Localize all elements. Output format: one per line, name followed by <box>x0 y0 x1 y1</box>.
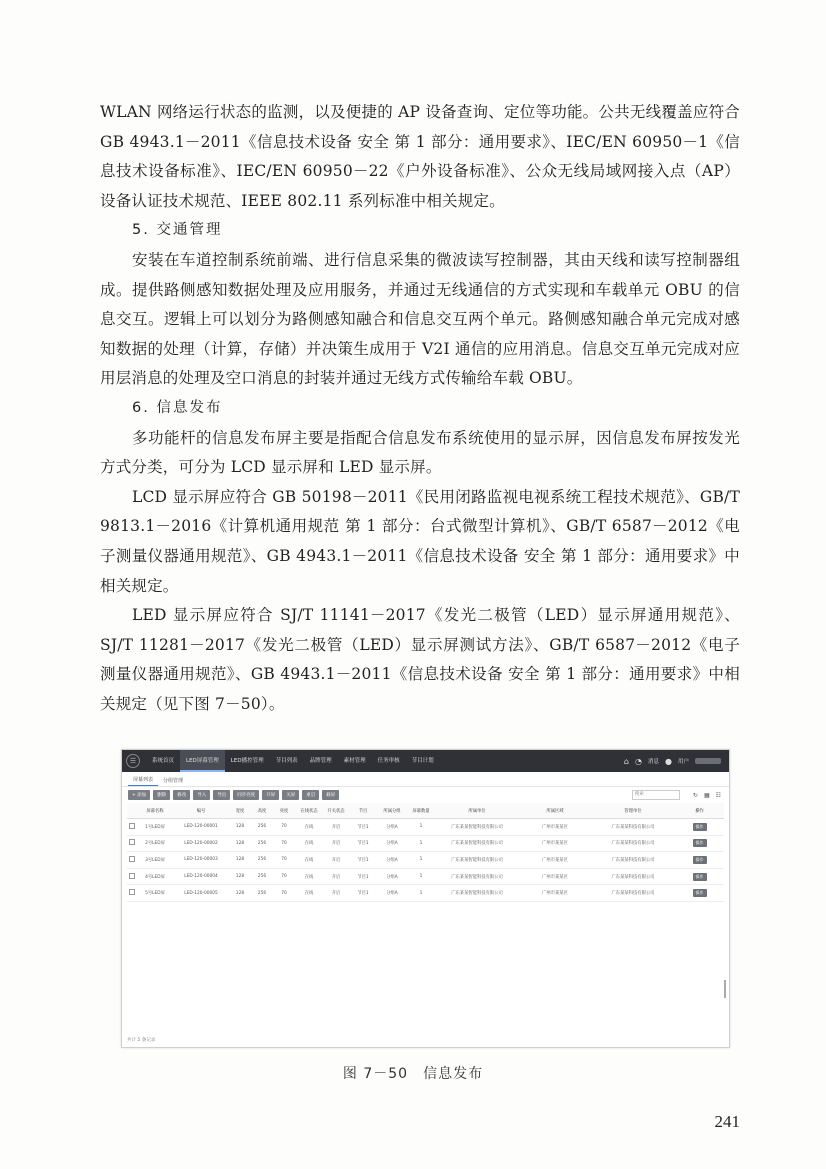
row-checkbox-cell[interactable] <box>127 852 137 869</box>
table-cell: 节目1 <box>349 868 377 885</box>
home-icon[interactable]: ⌂ <box>623 756 629 766</box>
table-cell: 节目1 <box>349 835 377 852</box>
table-cell: 1 <box>407 835 435 852</box>
columns-icon[interactable]: ☷ <box>715 791 721 799</box>
section-heading: 6. 信息发布 <box>132 399 223 416</box>
table-cell: 256 <box>251 868 273 885</box>
toolbar-button[interactable]: 导入 <box>193 790 210 800</box>
record-count: 共计 5 条记录 <box>127 1038 156 1043</box>
table-cell: 1 <box>407 885 435 902</box>
table-cell: 2号LED屏 <box>137 835 173 852</box>
column-header[interactable]: 节目 <box>349 803 377 819</box>
table-cell: 广州市某某区 <box>519 868 591 885</box>
table-body <box>127 819 724 902</box>
row-checkbox-cell[interactable] <box>127 835 137 852</box>
toolbar-button[interactable]: 截屏 <box>322 790 339 800</box>
section-heading: 5. 交通管理 <box>132 222 223 239</box>
column-header[interactable]: 在线状态 <box>295 803 323 819</box>
table-cell: 256 <box>251 835 273 852</box>
table-cell: 128 <box>229 885 251 902</box>
table-cell: 在线 <box>295 885 323 902</box>
user-icon[interactable]: ● <box>665 756 672 766</box>
toolbar-button[interactable]: 导出 <box>213 790 230 800</box>
table-cell: 70 <box>273 835 295 852</box>
body-text <box>100 98 740 719</box>
table-cell <box>675 819 724 836</box>
table-cell <box>675 852 724 869</box>
row-checkbox[interactable] <box>129 856 135 862</box>
table-cell: 广东某某智能科技有限公司 <box>435 852 519 869</box>
screen-table <box>127 803 724 902</box>
table-cell: 开启 <box>323 852 349 869</box>
row-checkbox-cell[interactable] <box>127 819 137 836</box>
column-header[interactable]: 开关状态 <box>323 803 349 819</box>
grid-icon[interactable]: ▦ <box>703 791 710 799</box>
tab[interactable]: 分组管理 <box>163 778 184 784</box>
table-cell: 广州市某某区 <box>519 835 591 852</box>
table-cell: 1 <box>407 819 435 836</box>
table-cell: 分组A <box>377 868 407 885</box>
paragraph: 安装在车道控制系统前端、进行信息采集的微波读写控制器，其由天线和读写控制器组成。提供路侧感知数据处理及应用服务，并通过无线通信的方式实现和车载单元 OBU 的信息交互。逻辑上可以划分为路侧感知融合和信息交互两个单元。路侧感知融合单元完成对感知数据的处理（计算，存储）并决策生成用于 V2I 通信的应用消息。信息交互单元完成对应用层消息的处理及空口消息的封装并通过无线方式传输给车载 OBU。 <box>100 250 740 388</box>
row-action-button[interactable]: 操作 <box>693 873 707 881</box>
table-cell: 节目1 <box>349 885 377 902</box>
nav-item[interactable]: LED播控管理 <box>230 758 264 764</box>
table-cell: 广东某某科技有限公司 <box>591 885 675 902</box>
message-label[interactable]: 消息 <box>647 759 659 765</box>
column-header[interactable]: 屏幕名称 <box>137 803 173 819</box>
row-action-button[interactable]: 操作 <box>693 823 707 831</box>
table-cell: 广东某某智能科技有限公司 <box>435 835 519 852</box>
column-header[interactable]: 所属单位 <box>435 803 519 819</box>
bell-icon[interactable]: ◔ <box>635 756 642 766</box>
tab[interactable]: 屏幕列表 <box>128 776 158 786</box>
blurred-username <box>695 758 721 764</box>
table-cell: 70 <box>273 819 295 836</box>
row-action-button[interactable]: 操作 <box>693 889 707 897</box>
table-cell: 分组A <box>377 852 407 869</box>
toolbar-icons <box>683 792 729 799</box>
app-top-bar <box>122 750 729 772</box>
table-row[interactable] <box>127 835 724 852</box>
table-cell <box>675 835 724 852</box>
table-cell: 广东某某科技有限公司 <box>591 819 675 836</box>
row-checkbox[interactable] <box>129 889 135 895</box>
row-checkbox[interactable] <box>129 839 135 845</box>
menu-icon[interactable]: ☰ <box>126 754 140 768</box>
nav-item[interactable]: 素材管理 <box>343 758 366 764</box>
table-cell: LED-120-00001 <box>173 819 229 836</box>
column-header[interactable]: 亮度 <box>273 803 295 819</box>
table-row[interactable] <box>127 852 724 869</box>
table-cell: 广州市某某区 <box>519 819 591 836</box>
table-cell: 开启 <box>323 835 349 852</box>
table-cell: 70 <box>273 885 295 902</box>
page-number: 241 <box>714 1112 740 1131</box>
table-cell: LED-120-00004 <box>173 868 229 885</box>
nav-item[interactable]: 品牌管理 <box>309 758 332 764</box>
toolbar-button[interactable]: 同步亮度 <box>233 790 259 800</box>
table-cell: 4号LED屏 <box>137 868 173 885</box>
row-action-button[interactable]: 操作 <box>693 856 707 864</box>
nav-item[interactable]: 任务审核 <box>377 758 400 764</box>
column-header[interactable]: 屏幕数量 <box>407 803 435 819</box>
table-cell: 5号LED屏 <box>137 885 173 902</box>
toolbar-button[interactable]: 重启 <box>302 790 319 800</box>
table-header <box>127 803 724 819</box>
search-input[interactable]: 搜索 <box>632 790 680 800</box>
paragraph: WLAN 网络运行状态的监测，以及便捷的 AP 设备查询、定位等功能。公共无线覆盖应符合 GB 4943.1－2011《信息技术设备 安全 第 1 部分：通用要求》、IEC/EN 60950－1《信息技术设备标准》、IEC/EN 60950－22《户外设备标准》、公众无线局域网接入点（AP）设备认证技术规范、IEEE 802.11 系列标准中相关规定。 <box>100 103 740 210</box>
select-all-cell[interactable] <box>127 803 137 819</box>
table-cell: 广州市某某区 <box>519 852 591 869</box>
column-header[interactable]: 管理单位 <box>591 803 675 819</box>
toolbar-buttons <box>128 790 339 800</box>
table-row[interactable] <box>127 819 724 836</box>
table-cell: 广东某某科技有限公司 <box>591 852 675 869</box>
table-cell: 分组A <box>377 885 407 902</box>
refresh-icon[interactable]: ↻ <box>692 791 698 799</box>
table-cell: 3号LED屏 <box>137 852 173 869</box>
table-cell: 开启 <box>323 819 349 836</box>
paragraph: 多功能杆的信息发布屏主要是指配合信息发布系统使用的显示屏，因信息发布屏按发光方式分类，可分为 LCD 显示屏和 LED 显示屏。 <box>100 428 740 477</box>
table-cell: LED-120-00002 <box>173 835 229 852</box>
table-cell: 在线 <box>295 868 323 885</box>
table-cell: 1 <box>407 852 435 869</box>
column-header[interactable]: 编号 <box>173 803 229 819</box>
table-cell: 节目1 <box>349 819 377 836</box>
table-cell: 分组A <box>377 835 407 852</box>
nav-item[interactable]: LED屏幕管理 <box>180 750 225 772</box>
paragraph: LED 显示屏应符合 SJ/T 11141－2017《发光二极管（LED）显示屏通用规范》、SJ/T 11281－2017《发光二极管（LED）显示屏测试方法》、GB/T 6587－2012《电子测量仪器通用规范》、GB 4943.1－2011《信息技术设备 安全 第 1 部分：通用要求》中相关规定（见下图 7－50）。 <box>100 606 740 713</box>
toolbar-button[interactable]: 删除 <box>153 790 170 800</box>
nav-item[interactable]: 节目计划 <box>411 758 434 764</box>
figure-caption: 图 7－50 信息发布 <box>342 1066 484 1082</box>
table-cell: 分组A <box>377 819 407 836</box>
table-cell: 128 <box>229 852 251 869</box>
table-cell: 70 <box>273 852 295 869</box>
tab-bar <box>122 772 729 787</box>
nav-item[interactable]: 系统首页 <box>152 758 175 764</box>
table-cell: 1 <box>407 868 435 885</box>
toolbar <box>122 787 729 803</box>
column-header[interactable]: 操作 <box>675 803 724 819</box>
table-cell: 128 <box>229 868 251 885</box>
table-cell: 256 <box>251 852 273 869</box>
table-cell: 广东某某科技有限公司 <box>591 835 675 852</box>
table-empty-area <box>127 899 724 1029</box>
table-cell: LED-120-00005 <box>173 885 229 902</box>
table-cell: 在线 <box>295 852 323 869</box>
table-cell: 1号LED屏 <box>137 819 173 836</box>
table-cell <box>675 868 724 885</box>
table-cell: 广东某某智能科技有限公司 <box>435 819 519 836</box>
table-cell: 在线 <box>295 819 323 836</box>
row-action-button[interactable]: 操作 <box>693 839 707 847</box>
table-cell: 广东某某智能科技有限公司 <box>435 868 519 885</box>
table-cell: 128 <box>229 835 251 852</box>
row-checkbox-cell[interactable] <box>127 868 137 885</box>
scrollbar[interactable] <box>724 980 726 998</box>
top-nav <box>146 750 440 772</box>
table-cell: 广东某某科技有限公司 <box>591 868 675 885</box>
figure-led-management-screenshot <box>121 749 730 1048</box>
toolbar-button[interactable]: + 添加 <box>128 790 150 800</box>
table-cell: 开启 <box>323 885 349 902</box>
nav-item[interactable]: 节目列表 <box>275 758 298 764</box>
table-cell: 开启 <box>323 868 349 885</box>
table-cell: 70 <box>273 868 295 885</box>
table-cell: 广州市某某区 <box>519 885 591 902</box>
table-cell: 广东某某智能科技有限公司 <box>435 885 519 902</box>
toolbar-button[interactable]: 关屏 <box>282 790 299 800</box>
table-cell: 在线 <box>295 835 323 852</box>
table-row[interactable] <box>127 868 724 885</box>
table-cell: 256 <box>251 885 273 902</box>
table-cell: LED-120-00003 <box>173 852 229 869</box>
column-header[interactable]: 所属区域 <box>519 803 591 819</box>
toolbar-button[interactable]: 修改 <box>173 790 190 800</box>
paragraph: LCD 显示屏应符合 GB 50198－2011《民用闭路监视电视系统工程技术规范》、GB/T 9813.1－2016《计算机通用规范 第 1 部分：台式微型计算机》、GB/T 6587－2012《电子测量仪器通用规范》、GB 4943.1－2011《信息技术设备 安全 第 1 部分：通用要求》中相关规定。 <box>100 487 740 595</box>
top-right-area <box>624 757 729 766</box>
user-label[interactable]: 用户 <box>677 759 689 765</box>
row-checkbox[interactable] <box>129 873 135 879</box>
column-header[interactable]: 高度 <box>251 803 273 819</box>
row-checkbox[interactable] <box>129 823 135 829</box>
toolbar-button[interactable]: 开屏 <box>262 790 279 800</box>
table-cell: 128 <box>229 819 251 836</box>
table-cell: 256 <box>251 819 273 836</box>
column-header[interactable]: 宽度 <box>229 803 251 819</box>
column-header[interactable]: 所属分组 <box>377 803 407 819</box>
table-cell: 节目1 <box>349 852 377 869</box>
